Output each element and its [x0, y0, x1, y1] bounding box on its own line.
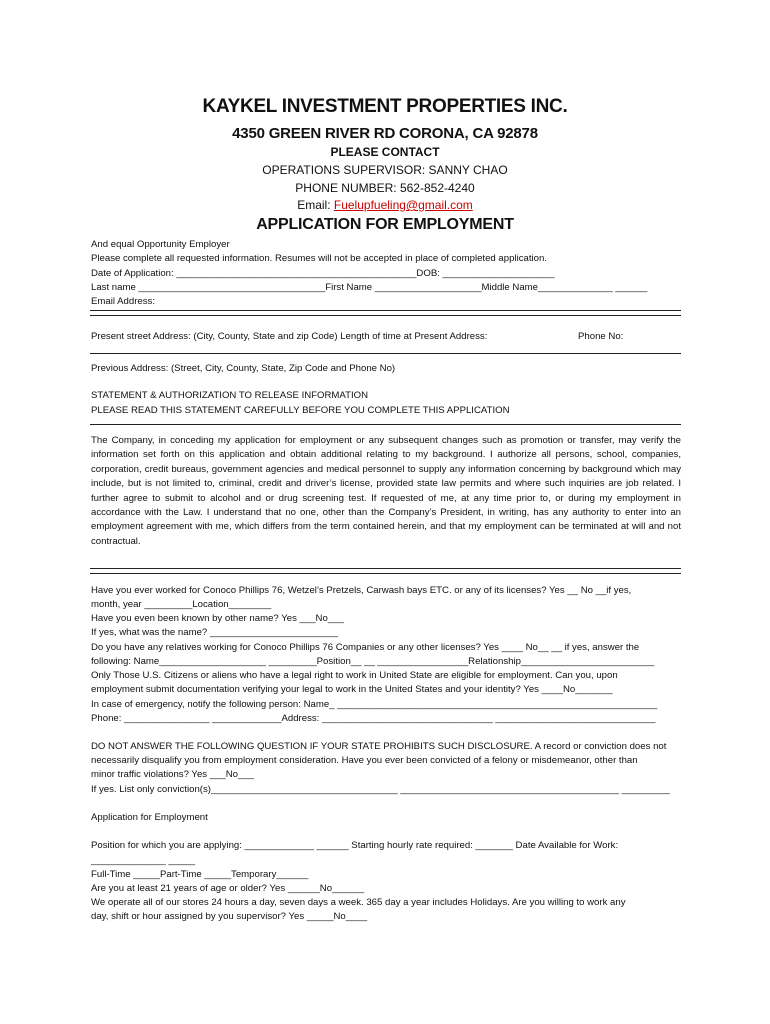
previous-address-line[interactable]: Previous Address: (Street, City, County, State, Zip Code and Phone No) [91, 363, 396, 374]
question-other-name-detail[interactable]: If yes, what was the name? ________________________ [91, 627, 338, 638]
please-contact: PLEASE CONTACT [330, 145, 440, 159]
statement-body: The Company, in conceding my application for employment or any subsequent changes such as promotion or transfer, may verify the information set forth on this application and obtain additional relating to my background. I authorize all persons, school, companies, corporation, credit bureaus, government agencies and medical personnel to supply any information concerning by background which may include, but is not limited to, criminal, credit and driver’s license, provided state law permits and where such inquiries are job related. I further agree to submit to alcohol and or drug screening test. If requested of me, at any time prior to, or during my employment in accordance with the Law. I understand that no one, other than the Company’s President, in writing, has any authority to enter into an employment agreement with me, which differs from the term contained herein, and that my employment can be terminated at will and not contractual. [91, 435, 681, 547]
question-relatives[interactable]: Do you have any relatives working for Conoco Phillips 76 Companies or any other licenses? Yes ____ No__ __ if yes, answer the [91, 642, 640, 653]
email-line [0, 198, 770, 212]
email-address-line[interactable]: Email Address: [91, 296, 155, 307]
divider [90, 310, 681, 311]
conviction-disclaimer: necessarily disqualify you from employment consideration. Have you ever been convicted of a felony or misdemeanor, other than [91, 755, 638, 766]
company-name: KAYKEL INVESTMENT PROPERTIES INC. [202, 96, 568, 117]
question-other-name[interactable]: Have you even been known by other name? Yes ___No___ [91, 613, 344, 624]
statement-instruction: PLEASE READ THIS STATEMENT CAREFULLY BEFORE YOU COMPLETE THIS APPLICATION [91, 405, 510, 416]
emergency-contact-name[interactable]: In case of emergency, notify the following person: Name_ ____________________________________________________________ [91, 699, 658, 710]
conviction-question[interactable]: minor traffic violations? Yes ___No___ [91, 769, 255, 780]
emergency-contact-phone-address[interactable]: Phone: ________________ _____________Address: ________________________________ ______________________________ [91, 713, 656, 724]
question-relatives-detail[interactable]: following: Name____________________ _________Position__ __ _________________Relationship_________________________ [91, 656, 655, 667]
question-worked-location[interactable]: month, year _________Location________ [91, 599, 272, 610]
form-title: APPLICATION FOR EMPLOYMENT [256, 216, 514, 233]
divider [90, 568, 681, 569]
position-line[interactable]: Position for which you are applying: _____________ ______ Starting hourly rate required: _______ Date Available for Work: [91, 840, 619, 851]
divider [90, 424, 681, 425]
email-label: Email: [297, 198, 334, 212]
schedule-question[interactable]: day, shift or hour assigned by you supervisor? Yes _____No____ [91, 911, 368, 922]
question-eligibility: Only Those U.S. Citizens or aliens who have a legal right to work in United State are eligible for employment. Can you, upon [91, 670, 618, 681]
employment-type-line[interactable]: Full-Time _____Part-Time _____Temporary______ [91, 869, 309, 880]
schedule-statement: We operate all of our stores 24 hours a day, seven days a week. 365 day a year includes Holidays. Are you willing to work any [91, 897, 626, 908]
conviction-list[interactable]: If yes. List only conviction(s)___________________________________ _________________________________________ _________ [91, 784, 670, 795]
instructions-line: Please complete all requested information. Resumes will not be accepted in place of completed application. [91, 253, 547, 264]
date-available-blank[interactable]: ______________ _____ [91, 855, 196, 866]
divider [90, 573, 681, 574]
present-address-line[interactable]: Present street Address: (City, County, State and zip Code) Length of time at Present Address: [91, 331, 488, 342]
divider [90, 315, 681, 316]
email-link[interactable]: Fuelupfueling@gmail.com [333, 198, 473, 212]
conviction-warning: DO NOT ANSWER THE FOLLOWING QUESTION IF YOUR STATE PROHIBITS SUCH DISCLOSURE. A record or conviction does not [91, 741, 667, 752]
name-line[interactable]: Last name ___________________________________First Name ____________________Middle Name______________ ______ [91, 282, 648, 293]
company-address: 4350 GREEN RIVER RD CORONA, CA 92878 [232, 125, 538, 142]
divider [90, 353, 681, 354]
statement-title: STATEMENT & AUTHORIZATION TO RELEASE INFORMATION [91, 390, 369, 401]
employment-section-title: Application for Employment [91, 812, 208, 823]
phone-no-label[interactable]: Phone No: [578, 331, 624, 342]
supervisor: OPERATIONS SUPERVISOR: SANNY CHAO [262, 163, 508, 177]
age-question[interactable]: Are you at least 21 years of age or older? Yes ______No______ [91, 883, 365, 894]
date-dob-line[interactable]: Date of Application: _____________________________________________DOB: _____________________ [91, 268, 555, 279]
question-documentation[interactable]: employment submit documentation verifying your legal to work in the United States and your identity? Yes ____No_______ [91, 684, 613, 695]
question-worked-before[interactable]: Have you ever worked for Conoco Phillips 76, Wetzel’s Pretzels, Carwash bays ETC. or any of its licenses? Yes __ No __if yes, [91, 585, 632, 596]
phone-number: PHONE NUMBER: 562-852-4240 [295, 181, 475, 195]
eoe-line: And equal Opportunity Employer [91, 239, 230, 250]
